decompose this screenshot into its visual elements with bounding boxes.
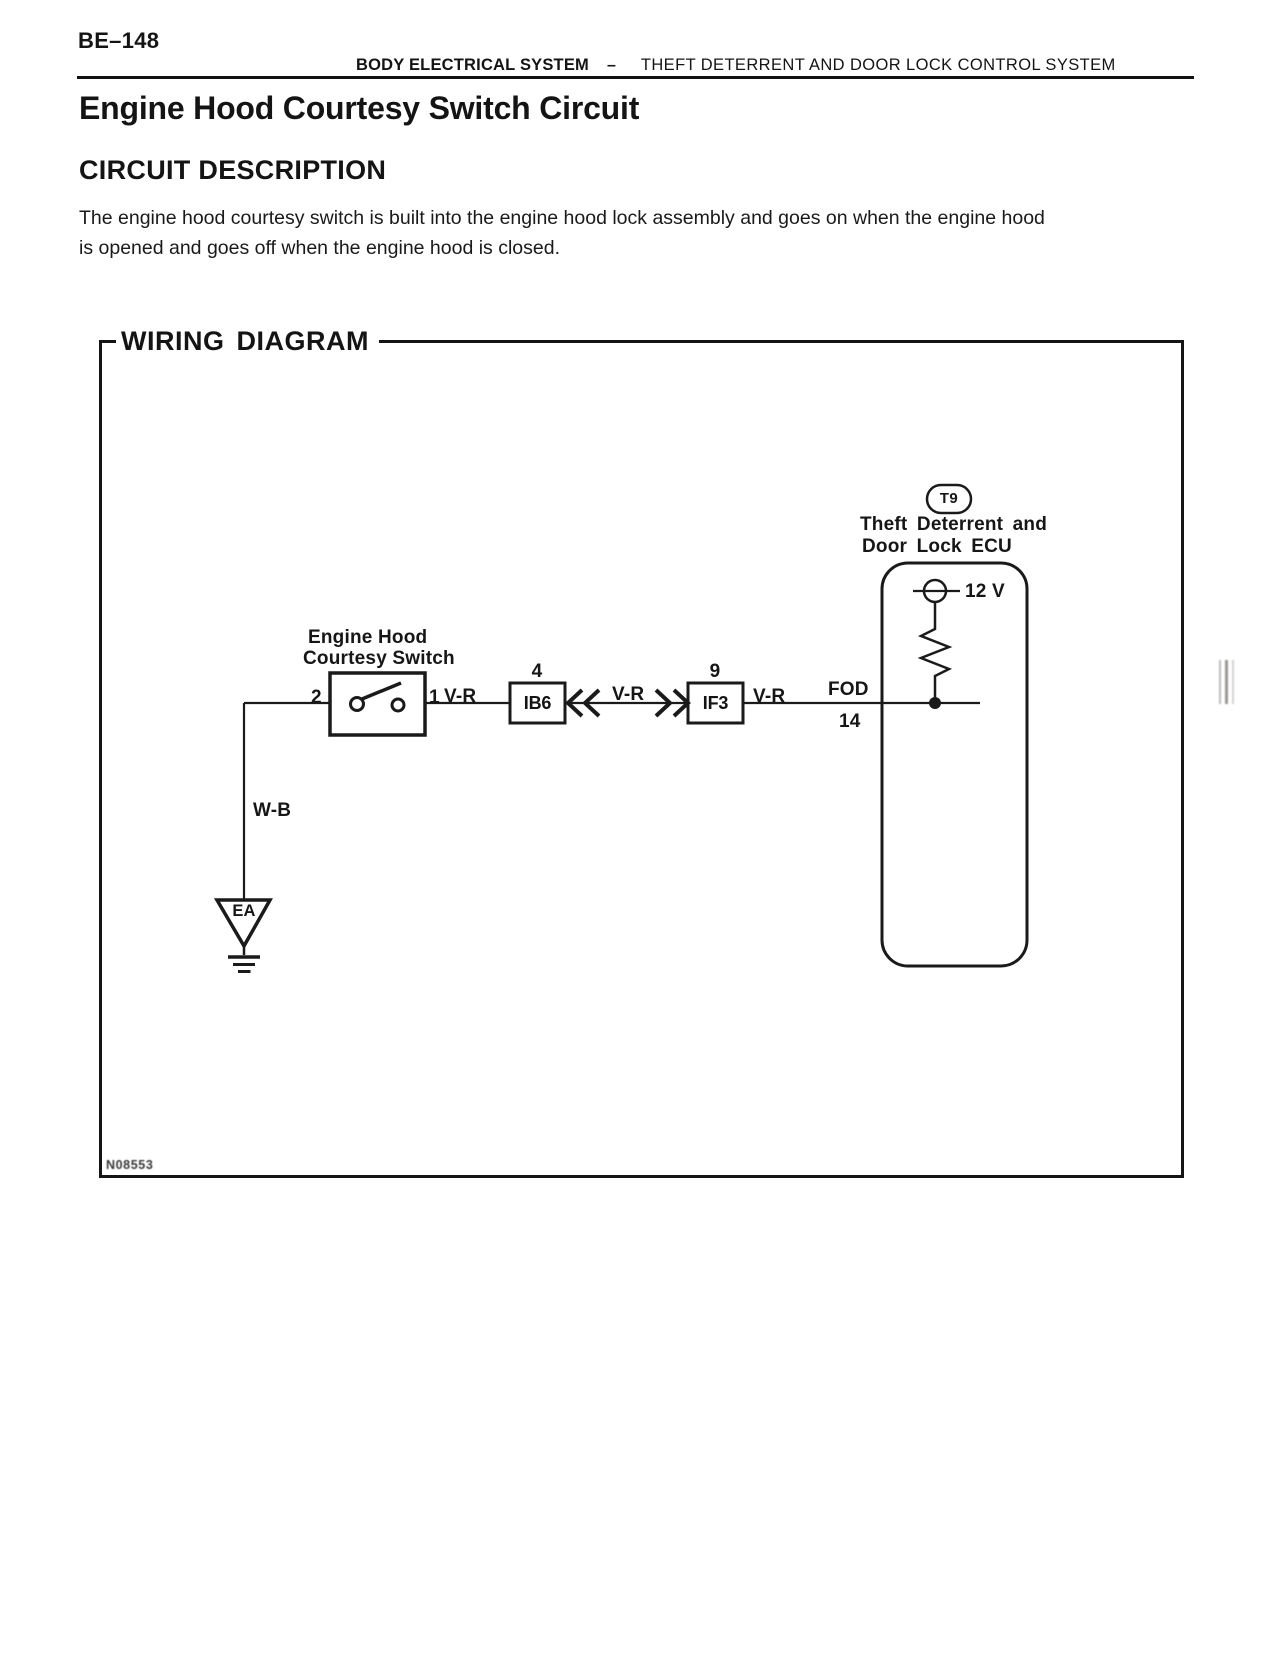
ecu-connector-code: T9 <box>939 490 959 507</box>
header-rule <box>77 76 1194 79</box>
page-code: BE–148 <box>78 28 160 53</box>
connector-if3-label: IF3 <box>702 692 729 713</box>
header-divider: – <box>606 57 616 74</box>
circuit-description-line2: is opened and goes off when the engine hood is closed. <box>79 237 561 259</box>
switch-terminal-2: 2 <box>311 687 322 708</box>
connector-ib6-pin: 4 <box>531 661 543 682</box>
wiring-diagram-title: WIRING DIAGRAM <box>116 325 379 357</box>
switch-name-line2: Courtesy Switch <box>303 648 455 669</box>
ecu-name-line1: Theft Deterrent and <box>860 514 1048 535</box>
wire-label-vr-3: V-R <box>753 686 786 707</box>
switch-name-line1: Engine Hood <box>308 627 428 648</box>
pull-up-resistor <box>921 602 949 703</box>
header-subsection: THEFT DETERRENT AND DOOR LOCK CONTROL SYSTEM <box>640 56 1116 74</box>
ecu-name-line2: Door Lock ECU <box>862 536 1012 557</box>
circuit-description <box>79 203 1169 263</box>
switch-contact-right <box>392 699 404 711</box>
wiring-diagram-canvas <box>99 340 1184 1178</box>
section-heading: CIRCUIT DESCRIPTION <box>79 155 387 185</box>
junction-dot <box>929 697 941 709</box>
switch-terminal-1: 1 <box>429 687 440 708</box>
ground-symbol <box>228 946 260 972</box>
figure-code: N08553 <box>106 1158 154 1172</box>
ecu-terminal-name: FOD <box>828 679 869 700</box>
wire-label-vr-1: V-R <box>444 686 477 707</box>
circuit-description-line1: The engine hood courtesy switch is built into the engine hood lock assembly and goes on when the engine hood <box>79 207 1045 229</box>
connector-ib6-label: IB6 <box>523 692 552 713</box>
page-title: Engine Hood Courtesy Switch Circuit <box>79 90 640 126</box>
page-header <box>356 56 1116 75</box>
switch-box <box>330 673 425 735</box>
scan-artifact <box>1216 660 1244 704</box>
ground-point-label: EA <box>232 902 256 920</box>
wire-label-wb: W-B <box>253 800 292 821</box>
wire-label-vr-2: V-R <box>612 684 645 705</box>
ecu-terminal-number: 14 <box>839 711 861 732</box>
wiring-diagram-frame <box>99 326 1184 1178</box>
ecu-box <box>882 563 1027 966</box>
switch-contact-left <box>351 698 364 711</box>
header-section: BODY ELECTRICAL SYSTEM <box>356 56 589 74</box>
supply-voltage-label: 12 V <box>965 581 1005 602</box>
connector-if3-pin: 9 <box>709 661 721 682</box>
circuit-graphics <box>99 340 1184 1178</box>
